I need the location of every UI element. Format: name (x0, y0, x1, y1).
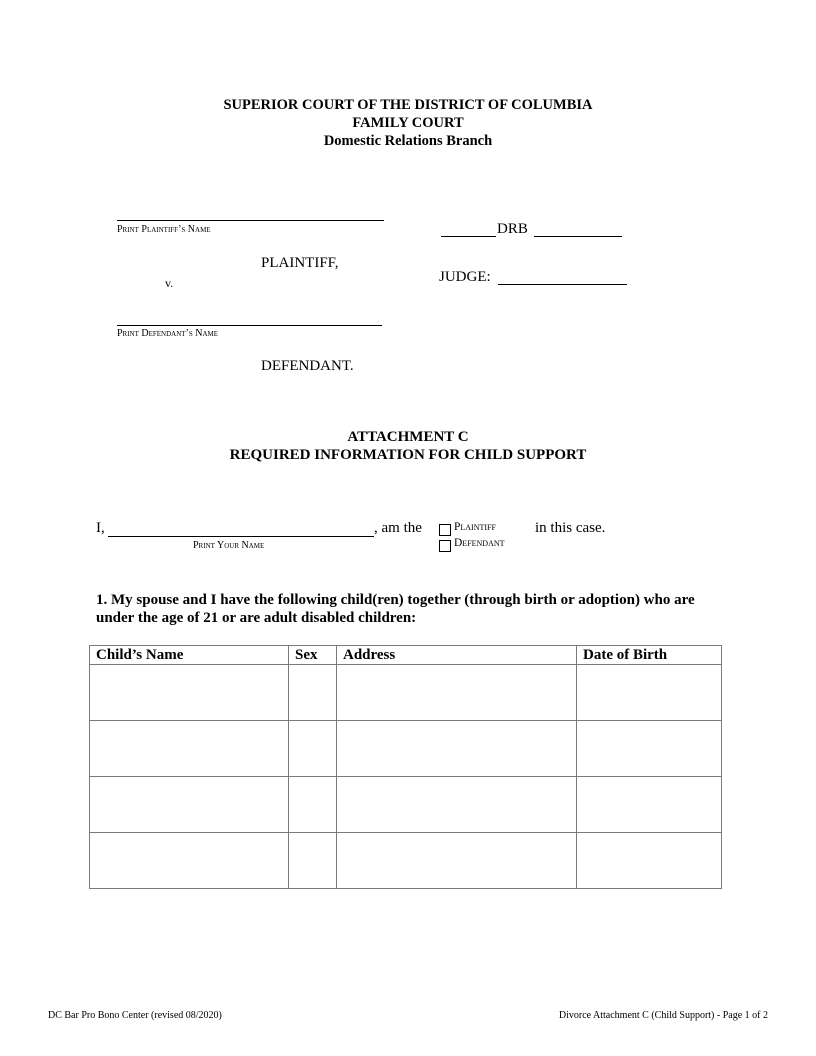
child-address-cell[interactable] (337, 721, 577, 777)
declaration-suffix: in this case. (535, 520, 606, 536)
plaintiff-option-label: Plaintiff (454, 521, 496, 533)
defendant-label: DEFENDANT. (261, 358, 354, 374)
attachment-subtitle: REQUIRED INFORMATION FOR CHILD SUPPORT (229, 447, 587, 463)
child-dob-cell[interactable] (577, 665, 722, 721)
plaintiff-name-label: Print Plaintiff’s Name (117, 224, 211, 235)
child-sex-cell[interactable] (289, 665, 337, 721)
table-row (90, 665, 722, 721)
attachment-title: ATTACHMENT C (347, 429, 469, 445)
court-title: SUPERIOR COURT OF THE DISTRICT OF COLUMBIA (223, 97, 593, 113)
header-sex: Sex (289, 646, 337, 665)
child-name-cell[interactable] (90, 665, 289, 721)
court-division: FAMILY COURT (352, 115, 464, 131)
judge-field[interactable] (498, 284, 627, 285)
table-header-row (90, 646, 722, 665)
plaintiff-checkbox[interactable] (439, 524, 451, 536)
plaintiff-name-field[interactable] (117, 220, 384, 221)
children-table (89, 645, 722, 889)
defendant-checkbox[interactable] (439, 540, 451, 552)
child-name-cell[interactable] (90, 777, 289, 833)
declaration-prefix: I, (96, 520, 105, 536)
drb-label: DRB (497, 221, 528, 237)
child-sex-cell[interactable] (289, 833, 337, 889)
child-name-cell[interactable] (90, 833, 289, 889)
defendant-option-label: Defendant (454, 537, 505, 549)
your-name-label: Print Your Name (193, 540, 265, 551)
child-dob-cell[interactable] (577, 833, 722, 889)
child-sex-cell[interactable] (289, 721, 337, 777)
defendant-name-label: Print Defendant’s Name (117, 328, 219, 339)
section-1-text: 1. My spouse and I have the following child(ren) together (through birth or adoption) who are under the age of 21 or are adult disabled children: (96, 592, 695, 626)
child-name-cell[interactable] (90, 721, 289, 777)
drb-prefix-field[interactable] (441, 236, 496, 237)
header-address: Address (337, 646, 577, 665)
judge-label: JUDGE: (439, 269, 491, 285)
child-address-cell[interactable] (337, 833, 577, 889)
child-address-cell[interactable] (337, 777, 577, 833)
child-sex-cell[interactable] (289, 777, 337, 833)
table-row (90, 833, 722, 889)
child-dob-cell[interactable] (577, 777, 722, 833)
your-name-field[interactable] (108, 536, 374, 537)
table-row (90, 721, 722, 777)
plaintiff-label: PLAINTIFF, (261, 255, 339, 271)
table-row (90, 777, 722, 833)
child-dob-cell[interactable] (577, 721, 722, 777)
declaration-middle: , am the (374, 520, 422, 536)
drb-number-field[interactable] (534, 236, 622, 237)
versus-label: v. (165, 276, 174, 290)
child-address-cell[interactable] (337, 665, 577, 721)
footer-right: Divorce Attachment C (Child Support) - Page 1 of 2 (558, 1010, 768, 1021)
footer-left: DC Bar Pro Bono Center (revised 08/2020) (48, 1010, 222, 1021)
defendant-name-field[interactable] (117, 325, 382, 326)
court-branch: Domestic Relations Branch (323, 133, 493, 149)
header-childs-name: Child’s Name (90, 646, 289, 665)
header-date-of-birth: Date of Birth (577, 646, 722, 665)
